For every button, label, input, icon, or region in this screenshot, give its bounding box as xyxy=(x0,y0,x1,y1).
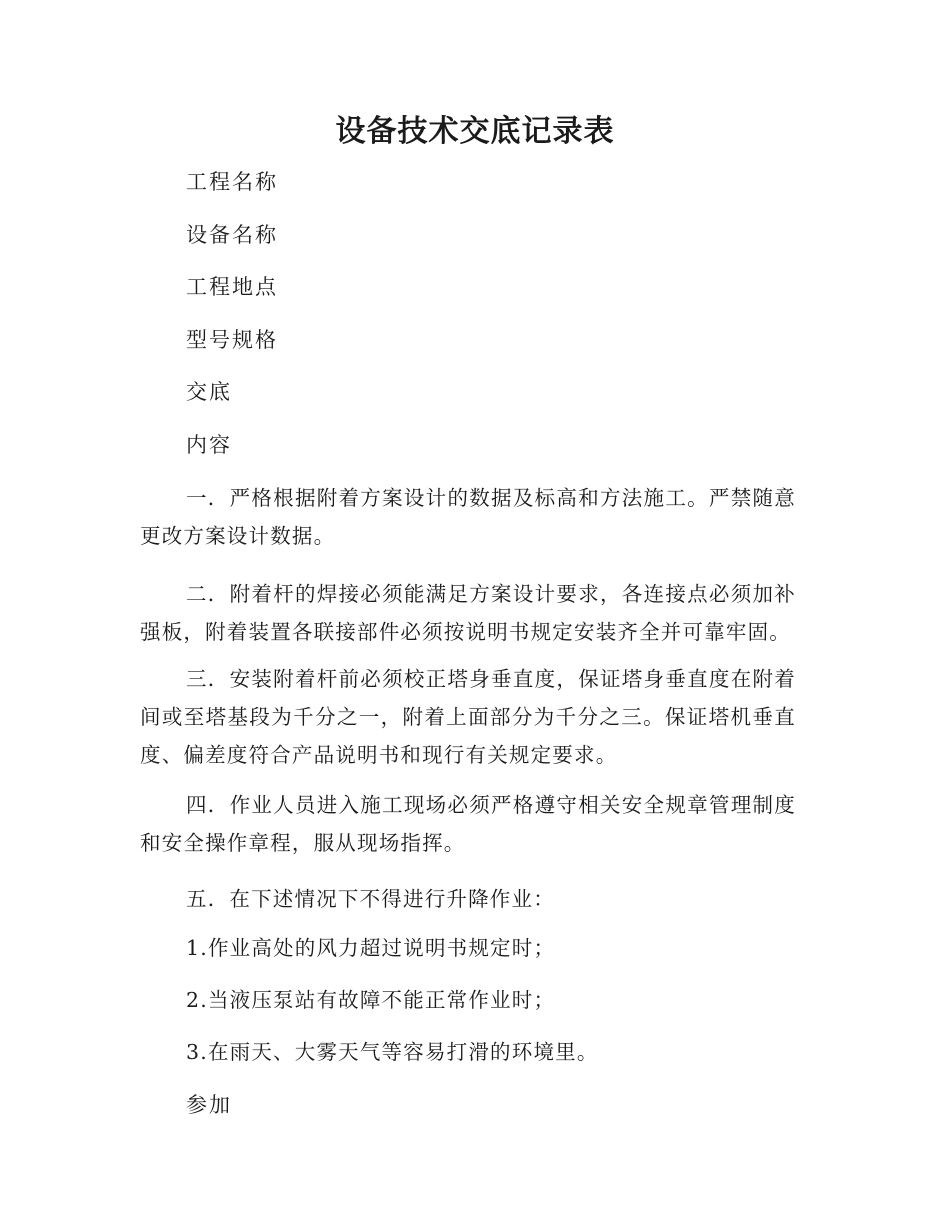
field-handover: 交底 xyxy=(186,380,232,404)
field-project-location: 工程地点 xyxy=(186,275,278,299)
paragraph-1: 一．严格根据附着方案设计的数据及标高和方法施工。严禁随意更改方案设计数据。 xyxy=(140,486,796,548)
field-model-spec: 型号规格 xyxy=(186,328,278,352)
paragraph-5: 五．在下述情况下不得进行升降作业： xyxy=(186,887,555,911)
paragraph-2: 二．附着杆的焊接必须能满足方案设计要求，各连接点必须加补强板，附着装置各联接部件必须按说明书规定安装齐全并可靠牢固。 xyxy=(140,582,796,644)
field-content: 内容 xyxy=(186,433,232,457)
field-participate: 参加 xyxy=(186,1093,232,1117)
list-item-3: 3.在雨天、大雾天气等容易打滑的环境里。 xyxy=(186,1040,599,1064)
list-item-2: 2.当液压泵站有故障不能正常作业时； xyxy=(186,988,556,1012)
paragraph-3: 三．安装附着杆前必须校正塔身垂直度，保证塔身垂直度在附着间或至塔基段为千分之一，附着上面部分为千分之三。保证塔机垂直度、偏差度符合产品说明书和现行有关规定要求。 xyxy=(140,667,796,767)
document-title: 设备技术交底记录表 xyxy=(335,114,615,149)
paragraph-4: 四．作业人员进入施工现场必须严格遵守相关安全规章管理制度和安全操作章程，服从现场指挥。 xyxy=(140,793,796,855)
field-equipment-name: 设备名称 xyxy=(186,223,278,247)
field-project-name: 工程名称 xyxy=(186,170,278,194)
list-item-1: 1.作业高处的风力超过说明书规定时； xyxy=(186,936,556,960)
